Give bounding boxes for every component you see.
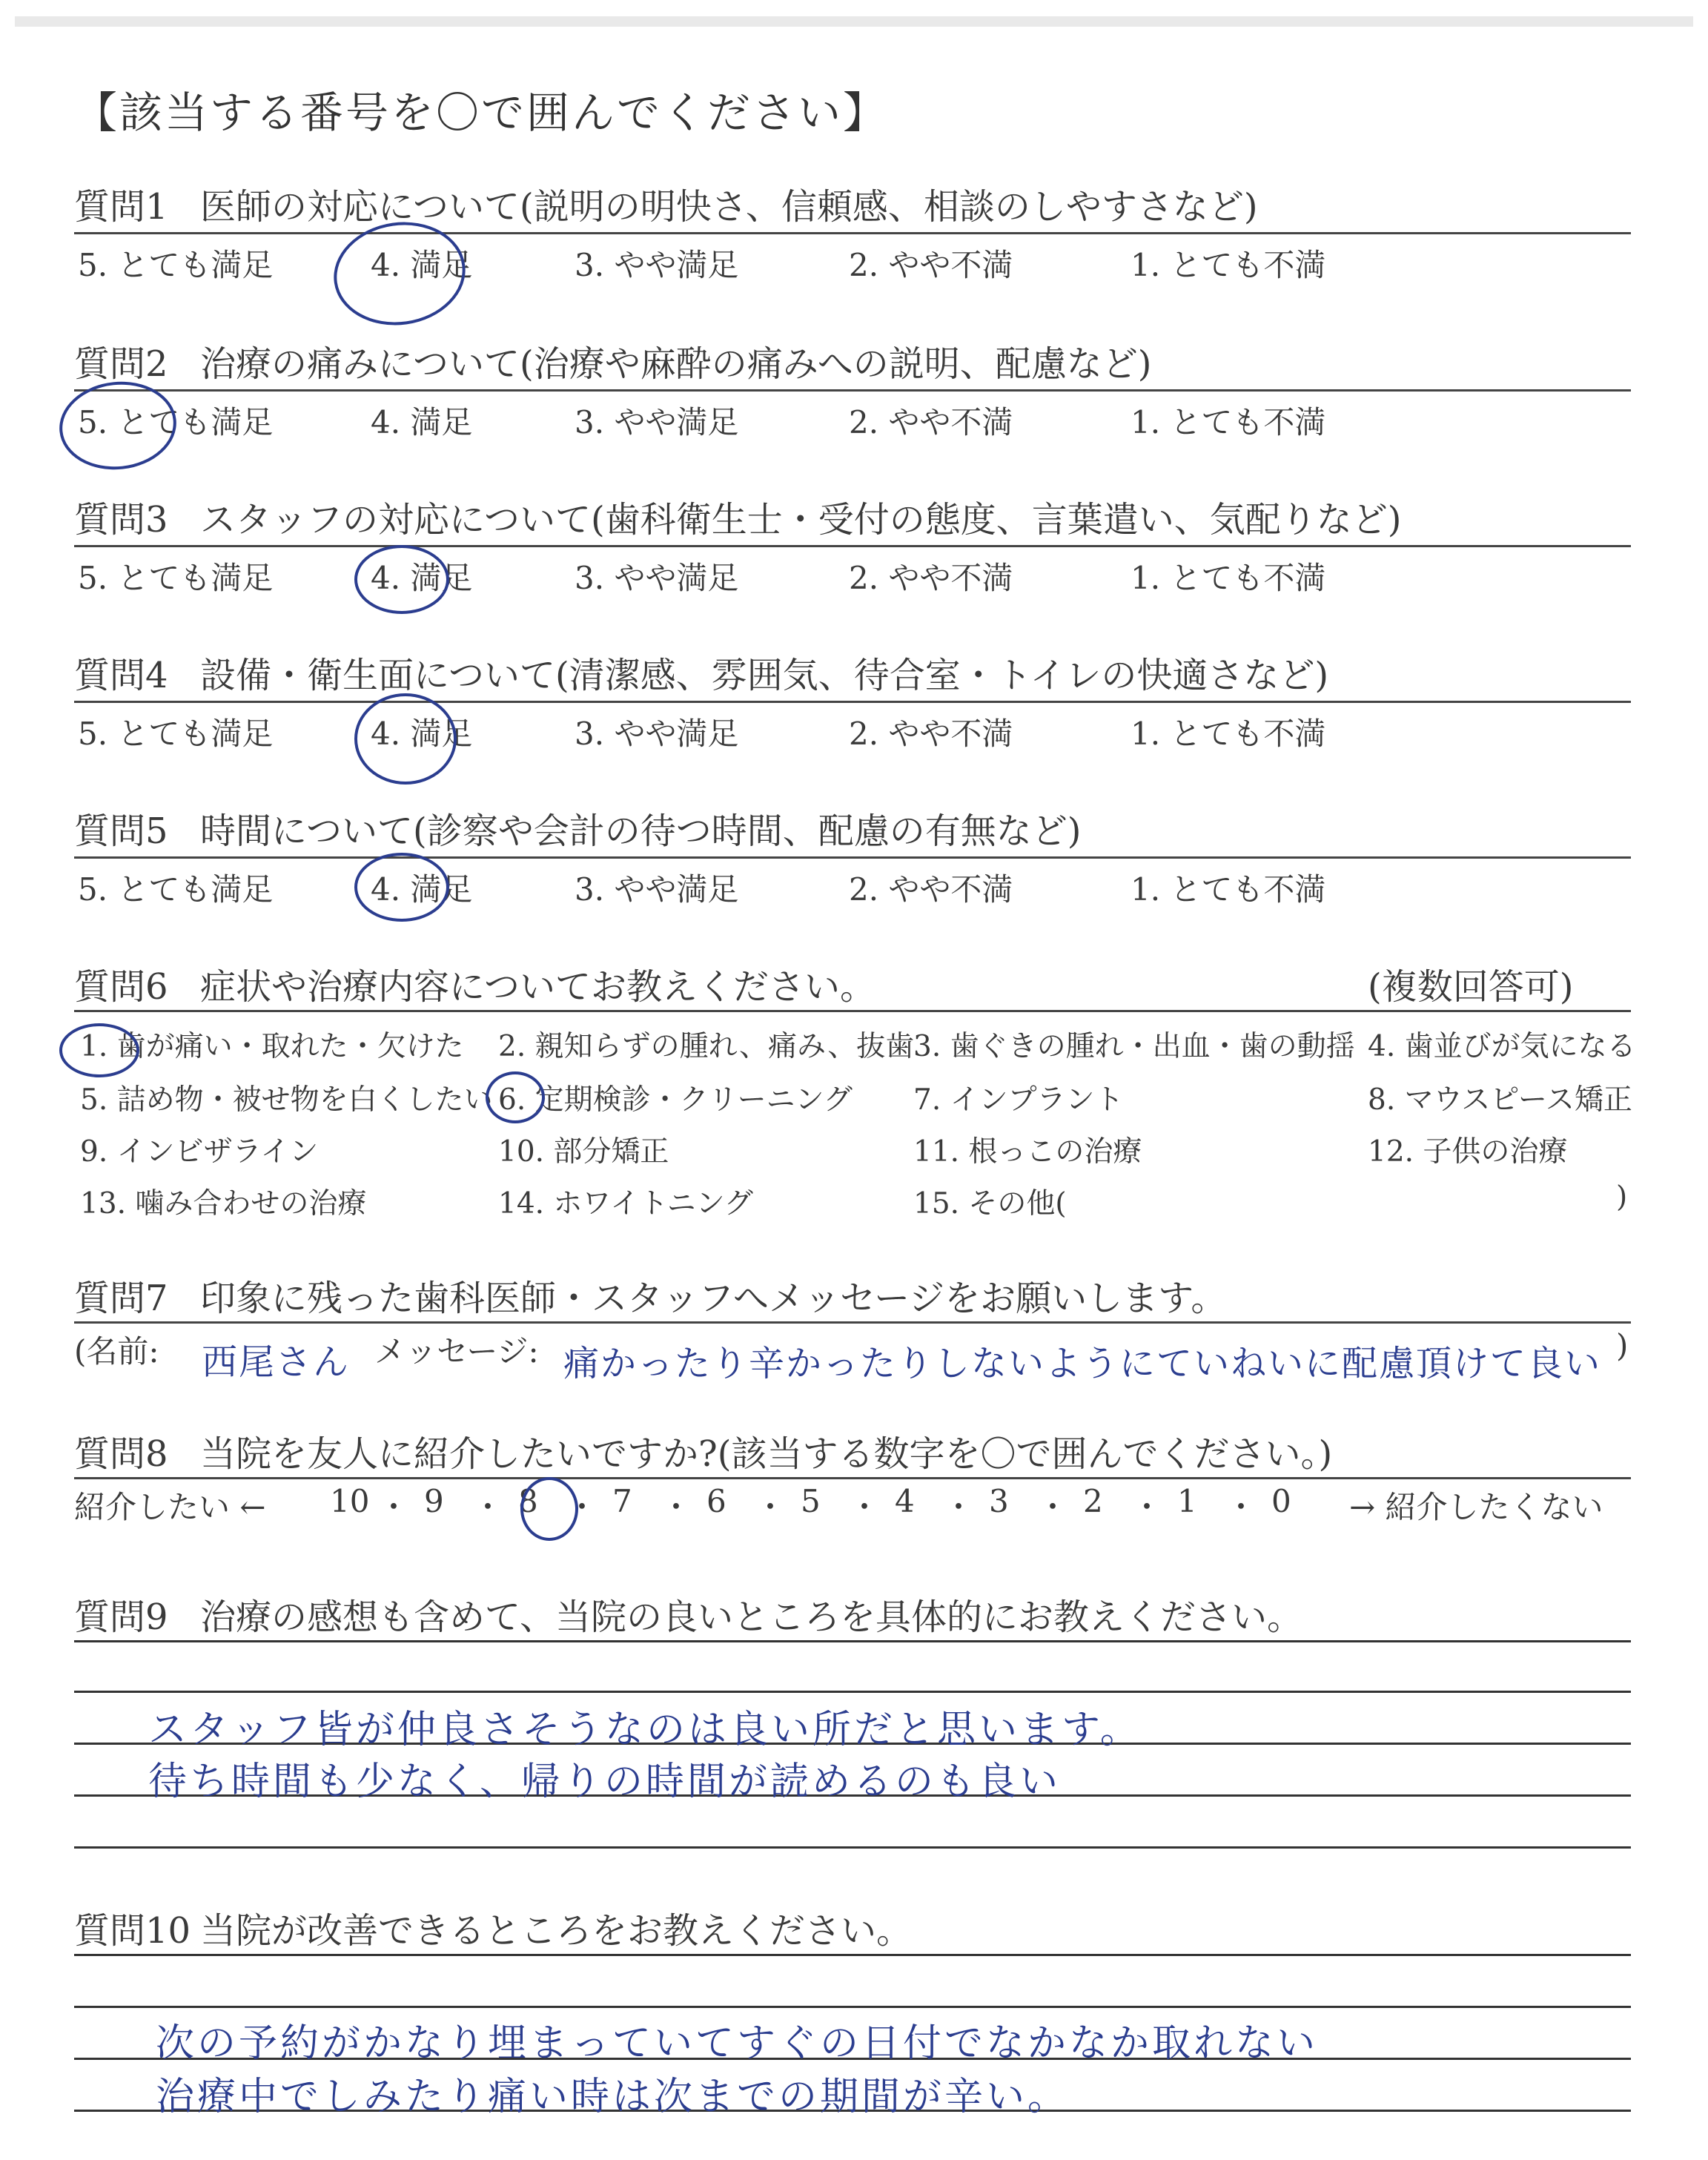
- symptom-item-14[interactable]: 14. ホワイトニング: [498, 1187, 753, 1221]
- q5-option-1[interactable]: 1. とても不満: [1131, 871, 1326, 908]
- q9-line-5: [74, 1846, 1631, 1849]
- scale-separator: ・: [1131, 1489, 1163, 1525]
- symptom-item-11[interactable]: 11. 根っこの治療: [913, 1135, 1142, 1169]
- symptom-item-8[interactable]: 8. マウスピース矯正: [1368, 1083, 1632, 1117]
- symptom-item-4[interactable]: 4. 歯並びが気になる: [1368, 1030, 1636, 1063]
- q3-option-2[interactable]: 2. やや不満: [849, 560, 1013, 596]
- q5-option-2[interactable]: 2. やや不満: [849, 871, 1013, 908]
- q1-option-3[interactable]: 3. やや満足: [575, 247, 739, 283]
- scale-number-2[interactable]: 2: [1083, 1483, 1103, 1519]
- q4-option-2[interactable]: 2. やや不満: [849, 716, 1013, 752]
- question-3-title: 質問3 スタッフの対応について(歯科衛生士・受付の態度、言葉遣い、気配りなど): [74, 499, 1402, 541]
- scale-separator: ・: [1225, 1489, 1257, 1525]
- question-8-title: 質問8 当院を友人に紹介したいですか?(該当する数字を〇で囲んでください。): [74, 1433, 1333, 1475]
- q3-option-1[interactable]: 1. とても不満: [1131, 560, 1326, 596]
- question-2-title: 質問2 治療の痛みについて(治療や麻酔の痛みへの説明、配慮など): [74, 343, 1152, 385]
- q1-option-1[interactable]: 1. とても不満: [1131, 247, 1326, 283]
- handwritten-message[interactable]: 痛かったり辛かったりしないようにていねいに配慮頂けて良い: [563, 1343, 1602, 1384]
- symptom-item-15[interactable]: 15. その他(: [913, 1187, 1067, 1221]
- question-6-title: 質問6 症状や治療内容についてお教えください。: [74, 966, 876, 1008]
- symptom-other-close: ): [1616, 1180, 1628, 1214]
- q4-option-3[interactable]: 3. やや満足: [575, 716, 739, 752]
- symptom-item-6[interactable]: 6. 定期検診・クリーニング: [498, 1083, 853, 1117]
- q10-answer-line-2[interactable]: 治療中でしみたり痛い時は次までの期間が辛い。: [156, 2075, 1070, 2119]
- q1-option-4[interactable]: 4. 満足: [371, 247, 473, 283]
- form-title: 【該当する番号を〇で囲んでください】: [74, 87, 889, 138]
- q10-line-1: [74, 1954, 1631, 1956]
- scale-separator: ・: [755, 1489, 787, 1525]
- symptom-item-13[interactable]: 13. 噛み合わせの治療: [80, 1187, 367, 1221]
- q2-option-5[interactable]: 5. とても満足: [78, 404, 274, 440]
- q5-option-3[interactable]: 3. やや満足: [575, 871, 739, 908]
- symptom-item-1[interactable]: 1. 歯が痛い・取れた・欠けた: [80, 1030, 464, 1063]
- q3-option-4[interactable]: 4. 満足: [371, 560, 473, 596]
- scale-separator: ・: [472, 1489, 504, 1525]
- q4-option-4[interactable]: 4. 満足: [371, 716, 473, 752]
- scale-separator: ・: [661, 1489, 692, 1525]
- q2-option-2[interactable]: 2. やや不満: [849, 404, 1013, 440]
- scan-top-edge: [15, 16, 1693, 27]
- symptom-item-12[interactable]: 12. 子供の治療: [1368, 1135, 1568, 1169]
- scale-number-8[interactable]: 8: [518, 1483, 538, 1519]
- q9-line-1: [74, 1640, 1631, 1642]
- q2-option-3[interactable]: 3. やや満足: [575, 404, 739, 440]
- q5-option-4[interactable]: 4. 満足: [371, 871, 473, 908]
- scale-number-0[interactable]: 0: [1271, 1483, 1291, 1519]
- symptom-item-2[interactable]: 2. 親知らずの腫れ、痛み、抜歯: [498, 1030, 915, 1063]
- scale-number-10[interactable]: 10: [330, 1483, 370, 1519]
- recommend-right-label: → 紹介したくない: [1349, 1489, 1603, 1525]
- symptom-item-9[interactable]: 9. インビザライン: [80, 1135, 319, 1169]
- q3-option-3[interactable]: 3. やや満足: [575, 560, 739, 596]
- q6-circle-item-1: [59, 1023, 139, 1077]
- scale-number-4[interactable]: 4: [895, 1483, 915, 1519]
- q1-option-5[interactable]: 5. とても満足: [78, 247, 274, 283]
- scale-number-3[interactable]: 3: [989, 1483, 1009, 1519]
- q3-option-5[interactable]: 5. とても満足: [78, 560, 274, 596]
- q8-circle-mark: [520, 1477, 578, 1541]
- question-1-title: 質問1 医師の対応について(説明の明快さ、信頼感、相談のしやすさなど): [74, 186, 1258, 228]
- q10-line-2: [74, 2006, 1631, 2008]
- q1-option-2[interactable]: 2. やや不満: [849, 247, 1013, 283]
- symptom-item-7[interactable]: 7. インプラント: [913, 1083, 1124, 1117]
- name-label: (名前:: [74, 1333, 159, 1370]
- symptom-item-10[interactable]: 10. 部分矯正: [498, 1135, 669, 1169]
- question-4-title: 質問4 設備・衛生面について(清潔感、雰囲気、待合室・トイレの快適さなど): [74, 655, 1329, 696]
- recommend-left-label: 紹介したい ←: [74, 1489, 266, 1525]
- scale-separator: ・: [943, 1489, 975, 1525]
- q4-option-5[interactable]: 5. とても満足: [78, 716, 274, 752]
- question-9-title: 質問9 治療の感想も含めて、当院の良いところを具体的にお教えください。: [74, 1596, 1303, 1638]
- message-close-paren: ): [1616, 1327, 1629, 1364]
- question-2-rule: [74, 389, 1631, 392]
- question-3-rule: [74, 545, 1631, 547]
- question-5-rule: [74, 856, 1631, 859]
- scale-separator: ・: [849, 1489, 881, 1525]
- question-4-rule: [74, 701, 1631, 703]
- q4-option-1[interactable]: 1. とても不満: [1131, 716, 1326, 752]
- q2-option-4[interactable]: 4. 満足: [371, 404, 473, 440]
- scale-separator: ・: [1037, 1489, 1069, 1525]
- scale-number-1[interactable]: 1: [1177, 1483, 1197, 1519]
- q5-circle-mark: [354, 853, 449, 922]
- q10-answer-line-1[interactable]: 次の予約がかなり埋まっていてすぐの日付でなかなか取れない: [156, 2021, 1319, 2066]
- q9-line-2: [74, 1691, 1631, 1693]
- question-6-rule: [74, 1010, 1631, 1012]
- scale-number-7[interactable]: 7: [612, 1483, 632, 1519]
- question-1-rule: [74, 232, 1631, 234]
- q5-option-5[interactable]: 5. とても満足: [78, 871, 274, 908]
- question-7-rule: [74, 1321, 1631, 1324]
- q9-answer-line-2[interactable]: 待ち時間も少なく、帰りの時間が読めるのも良い: [148, 1760, 1061, 1804]
- scale-separator: ・: [378, 1489, 410, 1525]
- q3-circle-mark: [354, 545, 449, 614]
- message-label: メッセージ:: [374, 1333, 539, 1370]
- symptom-item-3[interactable]: 3. 歯ぐきの腫れ・出血・歯の動揺: [913, 1030, 1355, 1063]
- question-8-rule: [74, 1477, 1631, 1479]
- scale-number-5[interactable]: 5: [801, 1483, 821, 1519]
- symptom-item-5[interactable]: 5. 詰め物・被せ物を白くしたい: [80, 1083, 493, 1117]
- question-10-title: 質問10 当院が改善できるところをお教えください。: [74, 1910, 913, 1952]
- q9-answer-line-1[interactable]: スタッフ皆が仲良さそうなのは良い所だと思います。: [148, 1708, 1142, 1752]
- scale-number-6[interactable]: 6: [706, 1483, 726, 1519]
- question-7-title: 質問7 印象に残った歯科医師・スタッフへメッセージをお願いします。: [74, 1278, 1227, 1319]
- question-5-title: 質問5 時間について(診察や会計の待つ時間、配慮の有無など): [74, 810, 1082, 852]
- q4-circle-mark: [354, 693, 457, 785]
- scale-separator: ・: [566, 1489, 598, 1525]
- q2-option-1[interactable]: 1. とても不満: [1131, 404, 1326, 440]
- scale-number-9[interactable]: 9: [424, 1483, 444, 1519]
- handwritten-name[interactable]: 西尾さん: [202, 1341, 351, 1383]
- q6-circle-item-6: [486, 1071, 545, 1123]
- multiple-answers-note: (複数回答可): [1368, 966, 1574, 1008]
